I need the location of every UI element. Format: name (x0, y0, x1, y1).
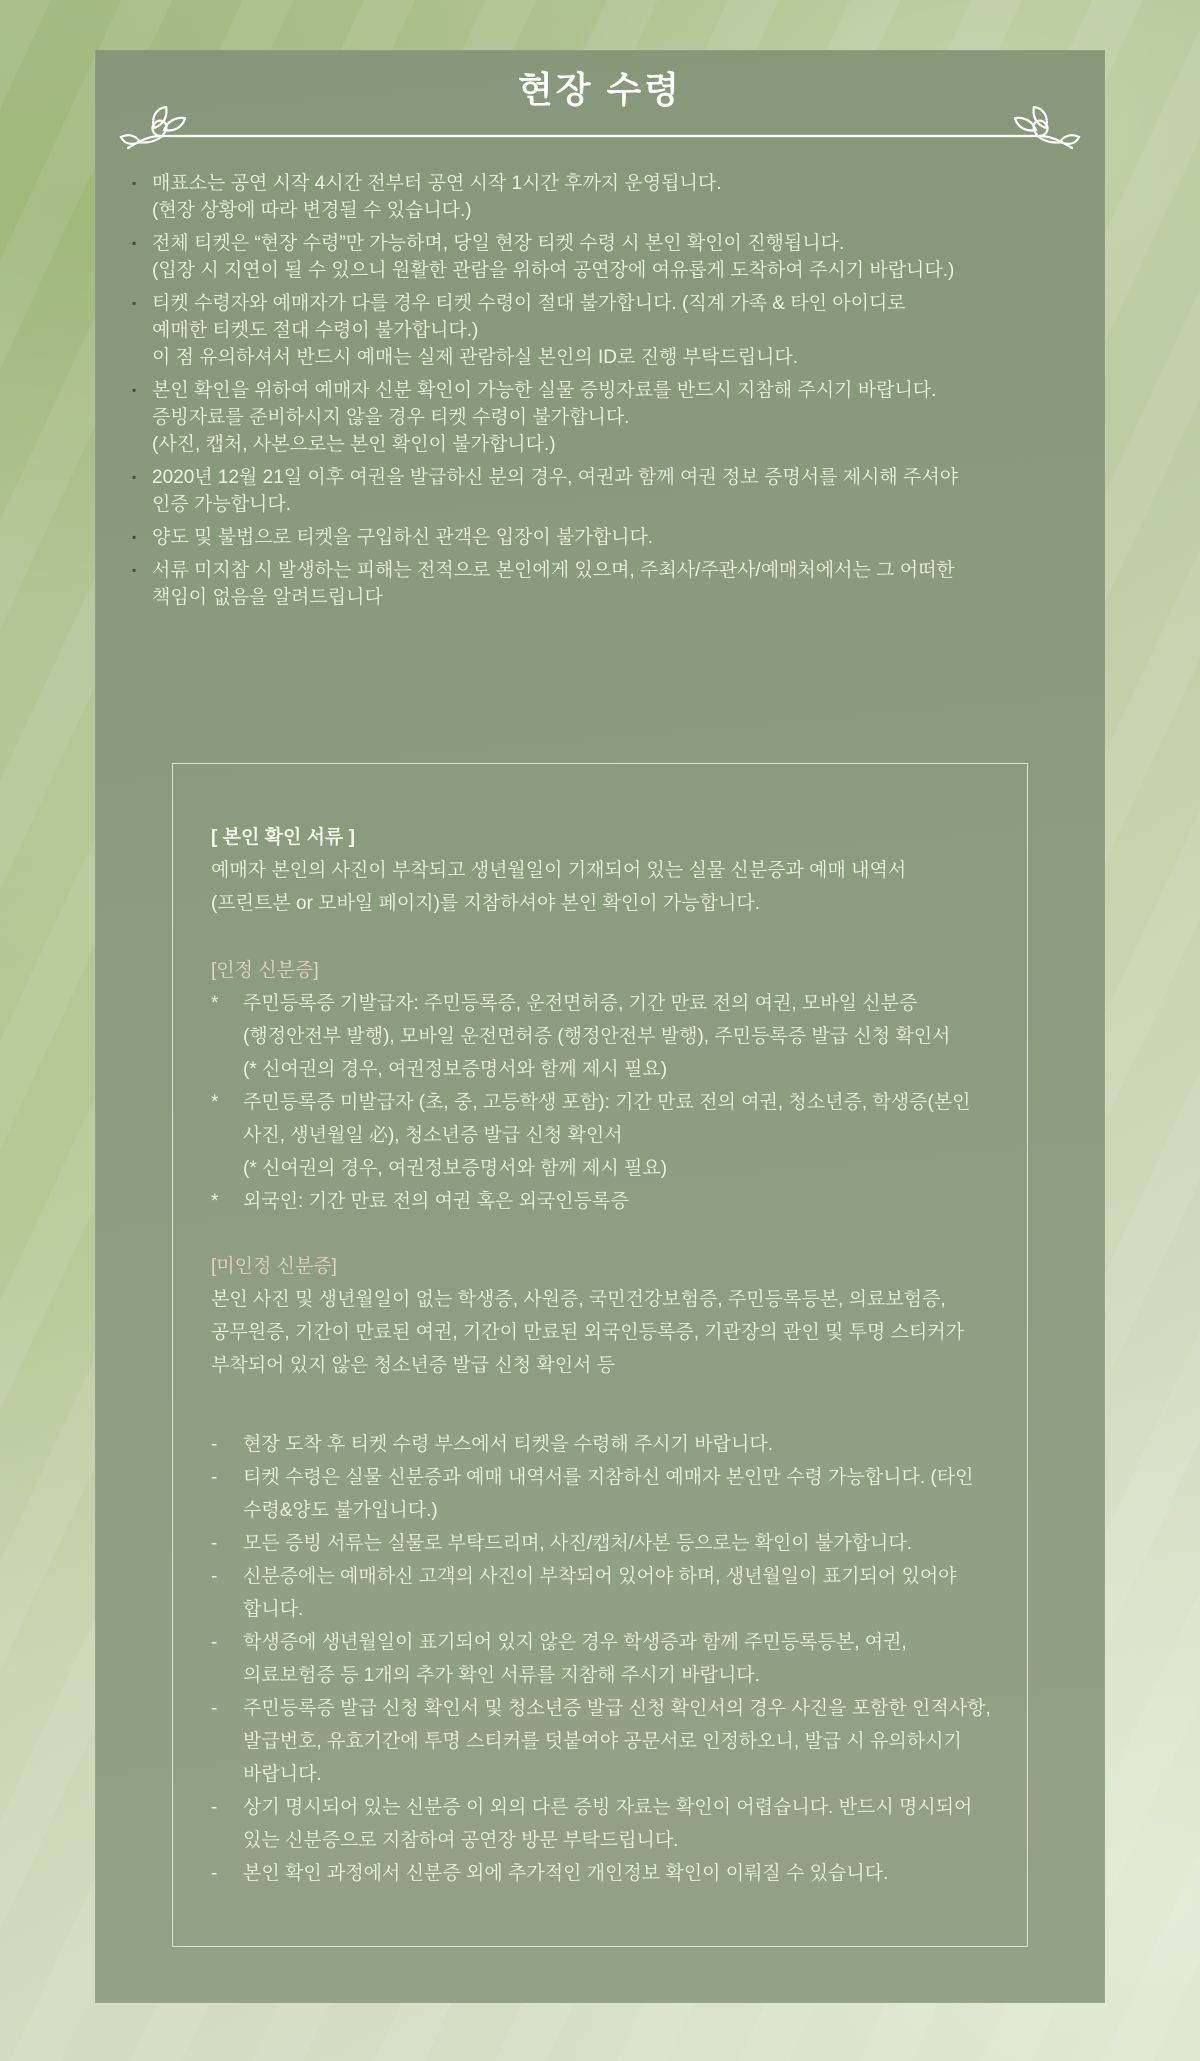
list-item-text: 의료보험증 등 1개의 추가 확인 서류를 지참해 주시기 바랍니다. (243, 1665, 760, 1686)
unaccepted-id-line: 본인 사진 및 생년월일이 없는 학생증, 사원증, 국민건강보험증, 주민등록등본, 의료보험증, (211, 1289, 946, 1310)
list-item-text: 있는 신분증으로 지참하여 공연장 방문 부탁드립니다. (243, 1830, 679, 1851)
list-item-line (211, 1185, 993, 1218)
pickup-note-item (211, 1791, 993, 1857)
unaccepted-id-line: 부착되어 있지 않은 청소년증 발급 신청 확인서 등 (211, 1355, 616, 1376)
list-item-text: 바랍니다. (243, 1764, 322, 1785)
bullet-marker (211, 1119, 243, 1152)
accepted-id-section (211, 954, 993, 1218)
list-item-text: 인증 가능합니다. (152, 494, 292, 515)
list-item-line (211, 1791, 993, 1824)
list-item-line (132, 584, 1077, 611)
pickup-note-item (211, 1560, 993, 1626)
list-item-line (132, 257, 1077, 284)
pickup-note-item (211, 1428, 993, 1461)
bullet-marker (211, 1053, 243, 1086)
unaccepted-id-section (211, 1250, 993, 1382)
list-item-line (132, 557, 1077, 584)
bullet-marker (211, 1020, 243, 1053)
list-item-line (132, 404, 1077, 431)
list-item-text: 상기 명시되어 있는 신분증 이 외의 다른 증빙 자료는 확인이 어렵습니다. 반드시 명시되어 (243, 1797, 973, 1818)
list-item-text: (입장 시 지연이 될 수 있으니 원활한 관람을 위하여 공연장에 여유롭게 도착하여 주시기 바랍니다.) (152, 260, 955, 281)
unaccepted-id-paragraph (211, 1283, 993, 1382)
list-item-line (211, 1824, 993, 1857)
bullet-marker: ▪ (132, 176, 137, 190)
bullet-marker (211, 1494, 243, 1527)
list-item-line (132, 491, 1077, 518)
list-item-text: 2020년 12월 21일 이후 여권을 발급하신 분의 경우, 여권과 함께 여권 정보 증명서를 제시해 주셔야 (152, 467, 959, 488)
pickup-note-item (211, 1692, 993, 1791)
list-item-text: 수령&양도 불가입니다.) (243, 1500, 438, 1521)
bullet-marker: ▪ (132, 296, 137, 310)
bullet-marker (132, 257, 152, 284)
list-item-text: 외국인: 기간 만료 전의 여권 혹은 외국인등록증 (243, 1191, 629, 1212)
accepted-id-item (211, 1185, 993, 1218)
notice-item (132, 464, 1077, 518)
list-item-text: 신분증에는 예매하신 고객의 사진이 부착되어 있어야 하며, 생년월일이 표기되어 있어야 (243, 1566, 957, 1587)
list-item-line (211, 1560, 993, 1593)
list-item-line (132, 464, 1077, 491)
list-item-line (211, 1593, 993, 1626)
list-item-line (132, 317, 1077, 344)
bullet-marker: ▪ (132, 530, 137, 544)
list-item-text: 티켓 수령은 실물 신분증과 예매 내역서를 지참하신 예매자 본인만 수령 가능합니다. (타인 (243, 1467, 974, 1488)
list-item-text: 발급번호, 유효기간에 투명 스티커를 덧붙여야 공문서로 인정하오니, 발급 시 유의하시기 (243, 1731, 962, 1752)
bullet-marker (132, 404, 152, 431)
bullet-marker (132, 431, 152, 458)
bullet-marker: - (211, 1698, 218, 1719)
list-item-line (211, 1461, 993, 1494)
list-item-line (211, 1494, 993, 1527)
list-item-text: 학생증에 생년월일이 표기되어 있지 않은 경우 학생증과 함께 주민등록등본, 여권, (243, 1632, 907, 1653)
list-item-text: 주민등록증 발급 신청 확인서 및 청소년증 발급 신청 확인서의 경우 사진을 포함한 인적사항, (243, 1698, 991, 1719)
list-item-text: 증빙자료를 준비하시지 않을 경우 티켓 수령이 불가합니다. (152, 407, 630, 428)
list-item-line (211, 1725, 993, 1758)
list-item-line (132, 290, 1077, 317)
list-item-line (132, 344, 1077, 371)
list-item-text: 이 점 유의하셔서 반드시 예매는 실제 관람하실 본인의 ID로 진행 부탁드립니다. (152, 347, 799, 368)
list-item-text: (* 신여권의 경우, 여권정보증명서와 함께 제시 필요) (243, 1059, 668, 1080)
notice-item (132, 524, 1077, 551)
notice-item (132, 230, 1077, 284)
bullet-marker (211, 1659, 243, 1692)
list-item-text: (* 신여권의 경우, 여권정보증명서와 함께 제시 필요) (243, 1158, 668, 1179)
list-item-text: 주민등록증 기발급자: 주민등록증, 운전면허증, 기간 만료 전의 여권, 모바일 신분증 (243, 993, 918, 1014)
notice-item (132, 170, 1077, 224)
list-item-line (211, 1692, 993, 1725)
box-intro (211, 854, 993, 920)
pickup-notes-list (211, 1428, 993, 1890)
list-item-line (132, 230, 1077, 257)
list-item-text: 사진, 생년월일 必), 청소년증 발급 신청 확인서 (243, 1125, 623, 1146)
list-item-text: 양도 및 불법으로 티켓을 구입하신 관객은 입장이 불가합니다. (152, 527, 654, 548)
list-item-text: 매표소는 공연 시작 4시간 전부터 공연 시작 1시간 후까지 운영됩니다. (152, 173, 722, 194)
list-item-text: 본인 확인을 위하여 예매자 신분 확인이 가능한 실물 증빙자료를 반드시 지참해 주시기 바랍니다. (152, 380, 937, 401)
list-item-line (132, 524, 1077, 551)
list-item-line (211, 1119, 993, 1152)
list-item-text: 주민등록증 미발급자 (초, 중, 고등학생 포함): 기간 만료 전의 여권, 청소년증, 학생증(본인 (243, 1092, 971, 1113)
box-intro-line: 예매자 본인의 사진이 부착되고 생년월일이 기재되어 있는 실물 신분증과 예매 내역서 (211, 860, 907, 881)
bullet-marker: ▪ (132, 383, 137, 397)
bullet-marker: * (211, 1092, 219, 1113)
list-item-text: 현장 도착 후 티켓 수령 부스에서 티켓을 수령해 주시기 바랍니다. (243, 1434, 773, 1455)
unaccepted-id-line: 공무원증, 기간이 만료된 여권, 기간이 만료된 외국인등록증, 기관장의 관인 및 투명 스티커가 (211, 1322, 965, 1343)
bullet-marker (132, 584, 152, 611)
list-item-text: 합니다. (243, 1599, 304, 1620)
list-item-text: 전체 티켓은 “현장 수령”만 가능하며, 당일 현장 티켓 수령 시 본인 확인이 진행됩니다. (152, 233, 845, 254)
list-item-line (132, 197, 1077, 224)
divider-ornament (118, 106, 1082, 162)
pickup-note-item (211, 1461, 993, 1527)
list-item-text: 서류 미지참 시 발생하는 피해는 전적으로 본인에게 있으며, 주최사/주관사/예매처에서는 그 어떠한 (152, 560, 955, 581)
bullet-marker (132, 344, 152, 371)
accepted-id-item (211, 1086, 993, 1185)
bullet-marker: ▪ (132, 236, 137, 250)
list-item-text: 예매한 티켓도 절대 수령이 불가합니다.) (152, 320, 479, 341)
bullet-marker (132, 197, 152, 224)
bullet-marker (132, 491, 152, 518)
pickup-note-item (211, 1857, 993, 1890)
bullet-marker (211, 1725, 243, 1758)
accepted-id-list (211, 987, 993, 1218)
box-title: [ 본인 확인 서류 ] (211, 827, 355, 848)
leaf-flourish-icon (121, 107, 1079, 148)
box-intro-line: (프린트본 or 모바일 페이지)를 지참하셔야 본인 확인이 가능합니다. (211, 893, 760, 914)
bullet-marker: * (211, 993, 219, 1014)
notice-panel (95, 50, 1105, 2003)
bullet-marker: - (211, 1797, 218, 1818)
list-item-line (132, 431, 1077, 458)
bullet-marker: - (211, 1467, 218, 1488)
bullet-marker: * (211, 1191, 219, 1212)
bullet-marker: - (211, 1863, 218, 1884)
unaccepted-id-header: [미인정 신분증] (211, 1256, 337, 1277)
list-item-line (211, 1086, 993, 1119)
bullet-marker (132, 317, 152, 344)
bullet-marker (211, 1824, 243, 1857)
page-title: 현장 수령 (517, 69, 683, 110)
list-item-line (211, 1152, 993, 1185)
list-item-line (211, 1053, 993, 1086)
list-item-text: 본인 확인 과정에서 신분증 외에 추가적인 개인정보 확인이 이뤄질 수 있습니다. (243, 1863, 889, 1884)
id-verification-box (172, 763, 1028, 1947)
bullet-marker: - (211, 1533, 218, 1554)
list-item-line (211, 1758, 993, 1791)
bullet-marker (211, 1593, 243, 1626)
list-item-line (211, 1428, 993, 1461)
notice-item (132, 290, 1077, 371)
list-item-line (211, 1527, 993, 1560)
accepted-id-item (211, 987, 993, 1086)
pickup-note-item (211, 1527, 993, 1560)
notice-item (132, 557, 1077, 611)
list-item-line (211, 1857, 993, 1890)
accepted-id-header: [인정 신분증] (211, 960, 319, 981)
list-item-text: 책임이 없음을 알려드립니다 (152, 587, 383, 608)
bullet-marker: - (211, 1566, 218, 1587)
bullet-marker: - (211, 1632, 218, 1653)
bullet-marker (211, 1152, 243, 1185)
list-item-line (132, 377, 1077, 404)
pickup-note-item (211, 1626, 993, 1692)
notice-list (95, 170, 1105, 611)
list-item-line (211, 987, 993, 1020)
list-item-text: (사진, 캡처, 사본으로는 본인 확인이 불가합니다.) (152, 434, 556, 455)
notice-item (132, 377, 1077, 458)
list-item-text: 티켓 수령자와 예매자가 다를 경우 티켓 수령이 절대 불가합니다. (직계 가족 & 타인 아이디로 (152, 293, 906, 314)
list-item-line (211, 1626, 993, 1659)
list-item-text: (현장 상황에 따라 변경될 수 있습니다.) (152, 200, 472, 221)
list-item-line (211, 1659, 993, 1692)
list-item-line (132, 170, 1077, 197)
list-item-text: (행정안전부 발행), 모바일 운전면허증 (행정안전부 발행), 주민등록증 발급 신청 확인서 (243, 1026, 951, 1047)
bullet-marker (211, 1758, 243, 1791)
bullet-marker: - (211, 1434, 218, 1455)
bullet-marker: ▪ (132, 563, 137, 577)
list-item-line (211, 1020, 993, 1053)
bullet-marker: ▪ (132, 470, 137, 484)
list-item-text: 모든 증빙 서류는 실물로 부탁드리며, 사진/캡처/사본 등으로는 확인이 불가합니다. (243, 1533, 913, 1554)
